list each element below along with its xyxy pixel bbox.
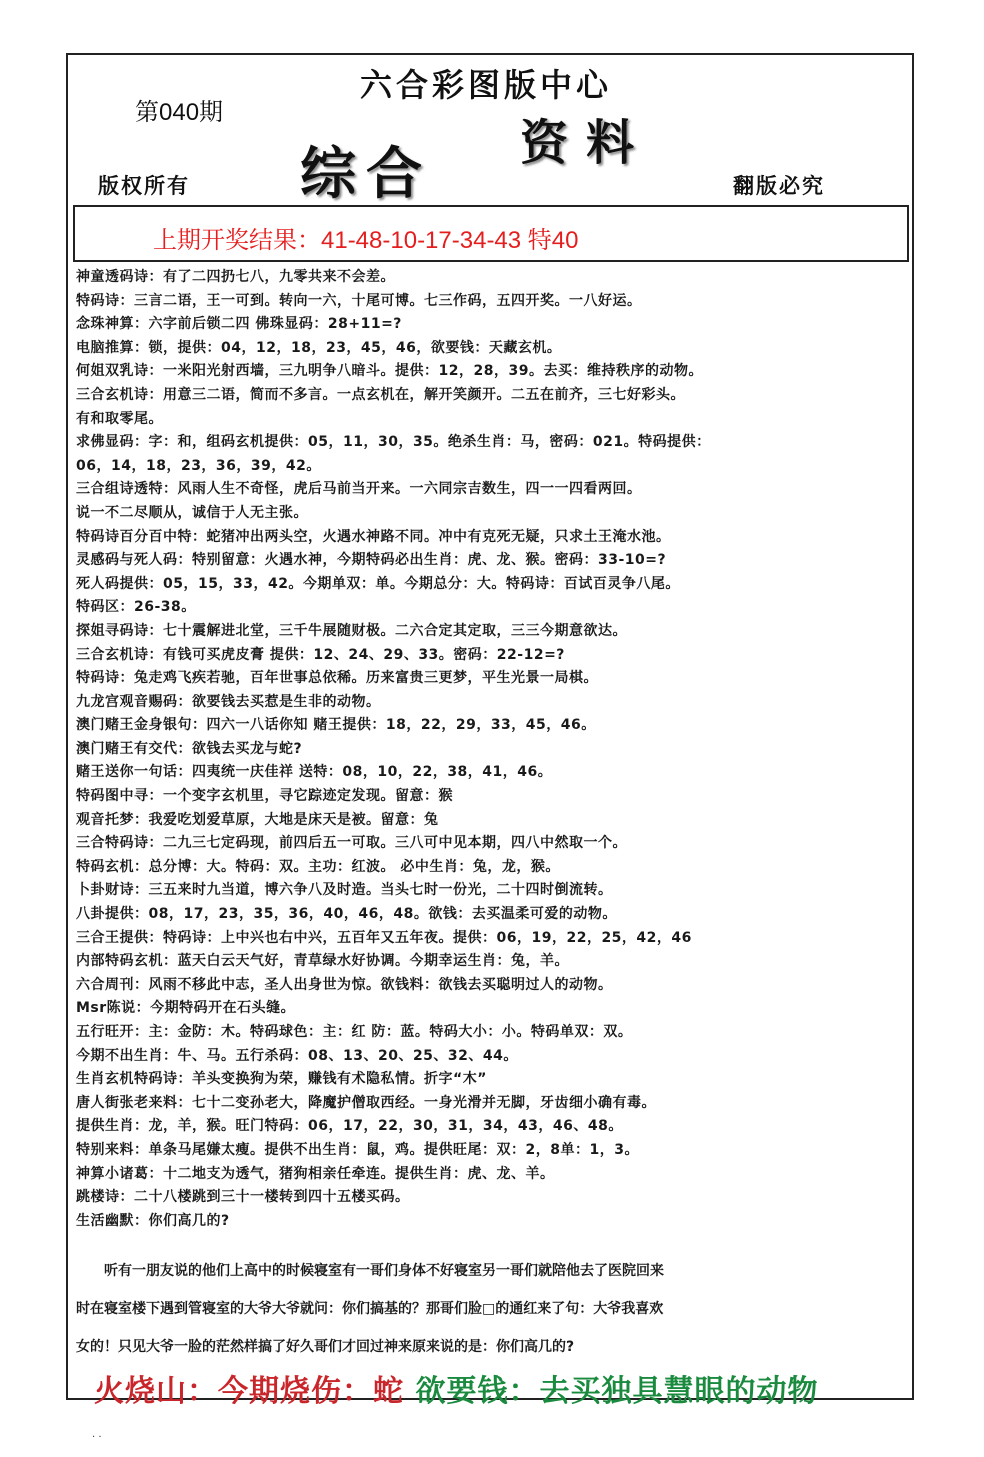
content-line: 八卦提供：08，17，23，35，36，40，46，48。欲钱：去买温柔可爱的动物。 [76, 906, 617, 923]
content-line: 探姐寻码诗：七十震解进北堂，三千牛展随财极。二六合定其定取，三三今期意欲达。 [76, 622, 627, 639]
content-line: 生肖玄机特码诗：羊头变换狗为荣，赚钱有术隐私情。折字“木” [76, 1071, 487, 1088]
last-draw-result: 上期开奖结果：41-48-10-17-34-43 特40 [153, 227, 579, 254]
content-line: 提供生肖：龙，羊，猴。旺门特码：06，17，22，30，31，34，43，46、48。 [76, 1118, 623, 1135]
content-line: 生活幽默：你们高几的? [76, 1212, 230, 1229]
content-line: 电脑推算：锁，提供：04，12，18，23，45，46，欲要钱：天藏玄机。 [76, 339, 562, 356]
footer-red-text: 火烧山：今期烧伤：蛇 [94, 1374, 404, 1409]
content-line: 灵感码与死人码：特别留意：火遇水神，今期特码必出生肖：虎、龙、猴。密码：33-10=? [76, 552, 667, 569]
content-line: 三合玄机诗：用意三二语，简而不多言。一点玄机在，解开笑颜开。二五在前齐，三七好彩头。 [76, 386, 685, 403]
content-line: 五行旺开：主：金防：木。特码球色：主：红 防：蓝。特码大小：小。特码单双：双。 [76, 1024, 633, 1040]
content-line: 何姐双乳诗：一米阳光射西墙，三九明争八暗斗。提供：12，28，39。去买：维持秩序的动物。 [76, 363, 703, 380]
content-line: 九龙宫观音赐码：欲要钱去买惹是生非的动物。 [76, 693, 381, 710]
content-line: 神童透码诗：有了二四扔七八，九零共来不会差。 [76, 269, 395, 285]
content-line: Msr陈说：今期特码开在石头缝。 [76, 1000, 296, 1017]
main-title-part1: 综合 [300, 141, 432, 207]
content-line: 说一不二尽顺从，诚信于人无主张。 [76, 504, 308, 521]
story-line-3: 女的！只见大爷一脸的茫然样搞了好久哥们才回过神来原来说的是：你们高几的? [76, 1339, 575, 1355]
decorative-dots: · · [92, 1432, 102, 1443]
content-line: 赌王送你一句话：四夷统一庆佳祥 送特：08，10，22，38，41，46。 [76, 764, 553, 781]
content-line: 死人码提供：05，15，33，42。今期单双：单。今期总分：大。特码诗：百试百灵争八尾。 [76, 575, 680, 592]
story-line-1: 听有一朋友说的他们上高中的时候寝室有一哥们身体不好寝室另一哥们就陪他去了医院回来 [76, 1263, 664, 1279]
content-line: 三合玄机诗：有钱可买虎皮膏 提供：12、24、29、33。密码：22-12=? [76, 646, 565, 663]
content-line: 内部特码玄机：蓝天白云天气好，青草绿水好协调。今期幸运生肖：兔，羊。 [76, 953, 569, 970]
content-line: 今期不出生肖：牛、马。五行杀码：08、13、20、25、32、44。 [76, 1047, 518, 1064]
content-line: 卜卦财诗：三五来时九当道，博六争八及时造。当头七时一份光，二十四时倒流转。 [76, 882, 613, 899]
content-line: 神算小诸葛：十二地支为透气，猪狗相亲任牵连。提供生肖：虎、龙、羊。 [76, 1165, 555, 1182]
content-line: 06，14，18，23，36，39，42。 [76, 457, 321, 474]
content-line: 澳门赌王金身银句：四六一八话你知 赌王提供：18，22，29，33，45，46。 [76, 717, 596, 734]
footer-banner [94, 1366, 818, 1410]
content-line: 特码诗：三言二语，王一可到。转向一六，十尾可博。七三作码，五四开奖。一八好运。 [76, 292, 642, 309]
copyright-right: 翻版必究 [733, 173, 825, 198]
content-line: 澳门赌王有交代：欲钱去买龙与蛇? [76, 740, 303, 757]
footer-green-text: 欲要钱：去买独具慧眼的动物 [415, 1374, 819, 1409]
content-line: 特码玄机：总分博：大。特码：双。主功：红波。 必中生肖：兔，龙，猴。 [76, 858, 560, 875]
content-line: 特别来料：单条马尾嫌太瘦。提供不出生肖：鼠，鸡。提供旺尾：双：2，8单：1，3。 [76, 1141, 639, 1158]
content-line: 特码诗：兔走鸡飞疾若驰，百年世事总依稀。历来富贵三更梦，平生光景一局棋。 [76, 670, 598, 687]
content-line: 观音托梦：我爱吃划爱草原，大地是床天是被。留意：兔 [76, 811, 439, 828]
content-line: 念珠神算：六字前后锁二四 佛珠显码：28+11=? [76, 316, 402, 333]
content-lines [76, 266, 912, 1233]
content-line: 跳楼诗：二十八楼跳到三十一楼转到四十五楼买码。 [76, 1189, 410, 1206]
story-line-2: 时在寝室楼下遇到管寝室的大爷大爷就问：你们搞基的？那哥们脸□的通红来了句：大爷我喜欢 [76, 1301, 664, 1317]
content-line: 求佛显码：字：和，组码玄机提供：05，11，30，35。绝杀生肖：马，密码：021。特码提供： [76, 434, 711, 451]
copyright-left: 版权所有 [98, 173, 190, 198]
center-title: 六合彩图版中心 [360, 66, 613, 104]
last-draw-result-box [73, 205, 909, 262]
content-line: 有和取零尾。 [76, 410, 163, 427]
humor-story [76, 1252, 906, 1366]
content-line: 唐人街张老来料：七十二变孙老大，降魔护僧取西经。一身光滑并无脚，牙齿细小确有毒。 [76, 1094, 656, 1111]
issue-number: 第040期 [135, 99, 224, 126]
content-line: 三合王提供：特码诗：上中兴也右中兴，五百年又五年夜。提供：06，19，22，25，42，46 [76, 929, 692, 946]
content-line: 六合周刊：风雨不移此中志，圣人出身世为惊。欲钱料：欲钱去买聪明过人的动物。 [76, 976, 613, 993]
content-line: 三合组诗透特：风雨人生不奇怪，虎后马前当开来。一六同宗吉数生，四一一四看两回。 [76, 481, 642, 498]
content-line: 三合特码诗：二九三七定码现，前四后五一可取。三八可中见本期，四八中然取一个。 [76, 835, 627, 852]
content-line: 特码图中寻：一个变字玄机里，寻它踪迹定发现。留意：猴 [76, 788, 453, 805]
content-line: 特码诗百分百中特：蛇猪冲出两头空，火遇水神路不同。冲中有克死无疑，只求土王淹水池。 [76, 528, 671, 545]
content-line: 特码区：26-38。 [76, 599, 196, 616]
main-title-part2: 资料 [520, 115, 653, 171]
